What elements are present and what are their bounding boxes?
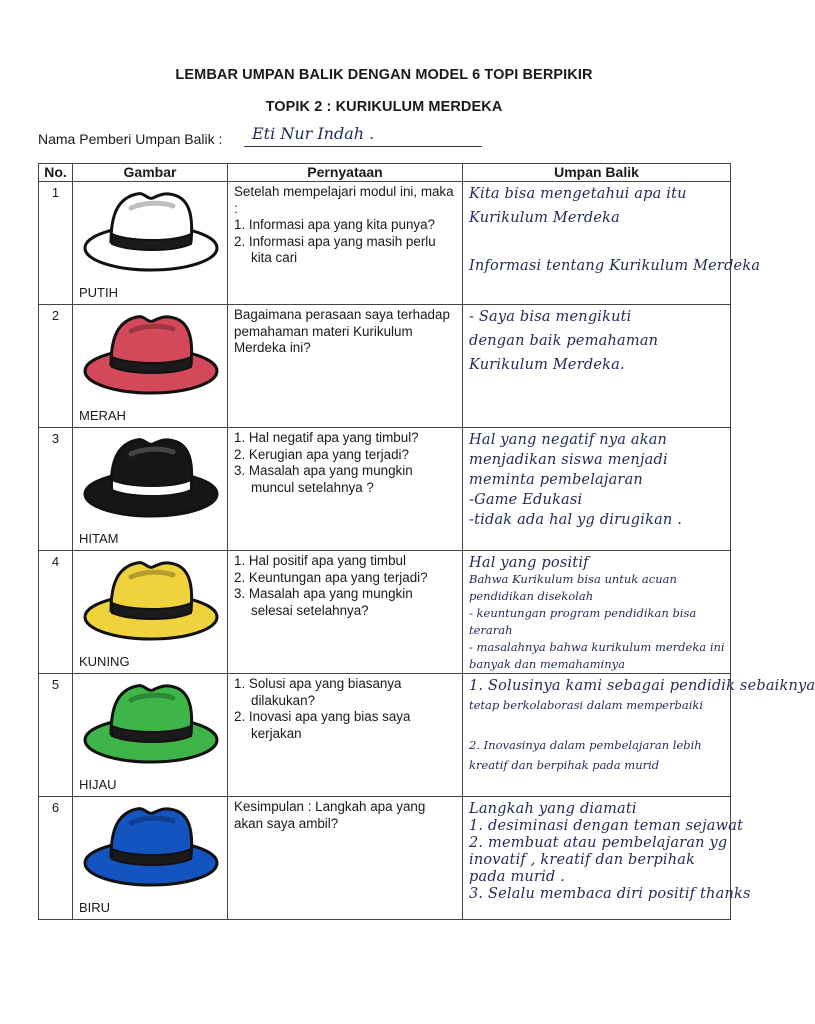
column-header-image: Gambar [73,164,228,182]
table-header-row [39,164,731,182]
statement-cell [228,797,463,920]
feedback-line: Kurikulum Merdeka [469,210,620,226]
statement-list [234,553,456,619]
feedback-line: Informasi tentang Kurikulum Merdeka [469,258,761,274]
green-hat-icon [81,678,221,770]
column-header-statement: Pernyataan [228,164,463,182]
statement-list [234,676,456,742]
hat-label: BIRU [79,900,111,915]
feedback-cell [463,305,731,428]
feedback-line: menjadikan siswa menjadi [469,452,668,468]
hat-image-cell [73,182,228,305]
statement-item: 2. Inovasi apa yang bias saya kerjakan [234,709,411,741]
hat-label: HIJAU [79,777,117,792]
statement-item: 1. Hal positif apa yang timbul [234,553,406,568]
statement-list [234,217,456,267]
statement-list [234,430,456,496]
statement-cell [228,182,463,305]
name-label: Nama Pemberi Umpan Balik : [38,131,223,147]
feedback-line: - keuntungan program pendidikan bisa [469,606,697,620]
statement-cell [228,428,463,551]
feedback-line: 1. desiminasi dengan teman sejawat [469,818,744,834]
hat-image-cell [73,797,228,920]
feedback-table [38,163,815,920]
row-number: 2 [39,305,73,428]
feedback-line: Bahwa Kurikulum bisa untuk acuan [469,572,677,586]
sheet-title: LEMBAR UMPAN BALIK DENGAN MODEL 6 TOPI BERPIKIR [175,67,593,83]
statement-item: 3. Masalah apa yang mungkin selesai setelahnya? [234,586,413,618]
hat-label: KUNING [79,654,130,669]
feedback-line: Hal yang positif [469,555,589,571]
table-row [39,674,731,797]
table-row [39,797,731,920]
feedback-line: 2. Inovasinya dalam pembelajaran lebih [469,738,702,752]
hat-image-cell [73,428,228,551]
row-number: 3 [39,428,73,551]
feedback-line: terarah [469,623,513,637]
feedback-cell [463,182,761,305]
statement-intro: Kesimpulan : Langkah apa yang akan saya ambil? [234,799,426,831]
feedback-line: Langkah yang diamati [469,801,637,817]
feedback-line: tetap berkolaborasi dalam memperbaiki [469,698,704,712]
statement-item: 1. Solusi apa yang biasanya dilakukan? [234,676,402,708]
feedback-line: pada murid . [469,869,566,885]
white-hat-icon [81,186,221,278]
statement-intro: Bagaimana perasaan saya terhadap pemahaman materi Kurikulum Merdeka ini? [234,307,450,355]
feedback-line: Hal yang negatif nya akan [469,432,668,448]
feedback-line: kreatif dan berpihak pada murid [469,758,660,772]
feedback-cell [463,428,731,551]
table-row [39,305,731,428]
feedback-line: 2. membuat atau pembelajaran yg [469,835,728,851]
column-header-no: No. [39,164,73,182]
statement-item: 2. Kerugian apa yang terjadi? [234,446,409,462]
feedback-line: 1. Solusinya kami sebagai pendidik sebaiknya [469,678,815,694]
feedback-cell [463,797,751,920]
statement-cell [228,305,463,428]
yellow-hat-icon [81,555,221,647]
feedback-line: Kurikulum Merdeka. [469,357,625,373]
hat-image-cell [73,674,228,797]
table-body [39,182,815,920]
feedback-cell [463,551,731,674]
black-hat-icon [81,432,221,524]
feedback-cell [463,674,815,797]
table-row [39,428,731,551]
topic-title: TOPIK 2 : KURIKULUM MERDEKA [265,99,503,115]
statement-cell [228,674,463,797]
statement-item: 2. Keuntungan apa yang terjadi? [234,569,428,585]
hat-label: MERAH [79,408,126,423]
blue-hat-icon [81,801,221,893]
hat-image-cell [73,551,228,674]
statement-item: 1. Hal negatif apa yang timbul? [234,430,419,445]
name-underline [244,146,482,147]
feedback-line: pendidikan disekolah [469,589,594,603]
feedback-line: banyak dan memahaminya [469,657,625,671]
statement-item: 2. Informasi apa yang masih perlu kita cari [234,233,436,265]
feedback-line: - Saya bisa mengikuti [469,309,632,325]
statement-item: 3. Masalah apa yang mungkin muncul setelahnya ? [234,463,413,495]
feedback-line: - masalahnya bahwa kurikulum merdeka ini [469,640,725,654]
row-number: 5 [39,674,73,797]
feedback-line: -Game Edukasi [469,492,583,508]
hat-label: PUTIH [79,285,118,300]
statement-intro: Setelah mempelajari modul ini, maka : [234,184,454,216]
red-hat-icon [81,309,221,401]
hat-label: HITAM [79,531,119,546]
feedback-line: Kita bisa mengetahui apa itu [469,186,687,202]
statement-cell [228,551,463,674]
table-row [39,551,731,674]
row-number: 6 [39,797,73,920]
feedback-line: 3. Selalu membaca diri positif thanks [469,886,751,902]
table-row [39,182,731,305]
row-number: 1 [39,182,73,305]
name-value: Eti Nur Indah . [252,124,375,143]
row-number: 4 [39,551,73,674]
feedback-line: dengan baik pemahaman [469,333,659,349]
feedback-line: -tidak ada hal yg dirugikan . [469,512,683,528]
feedback-line: inovatif , kreatif dan berpihak [469,852,696,868]
column-header-feedback: Umpan Balik [463,164,731,182]
feedback-line: meminta pembelajaran [469,472,643,488]
hat-image-cell [73,305,228,428]
statement-item: 1. Informasi apa yang kita punya? [234,217,435,232]
